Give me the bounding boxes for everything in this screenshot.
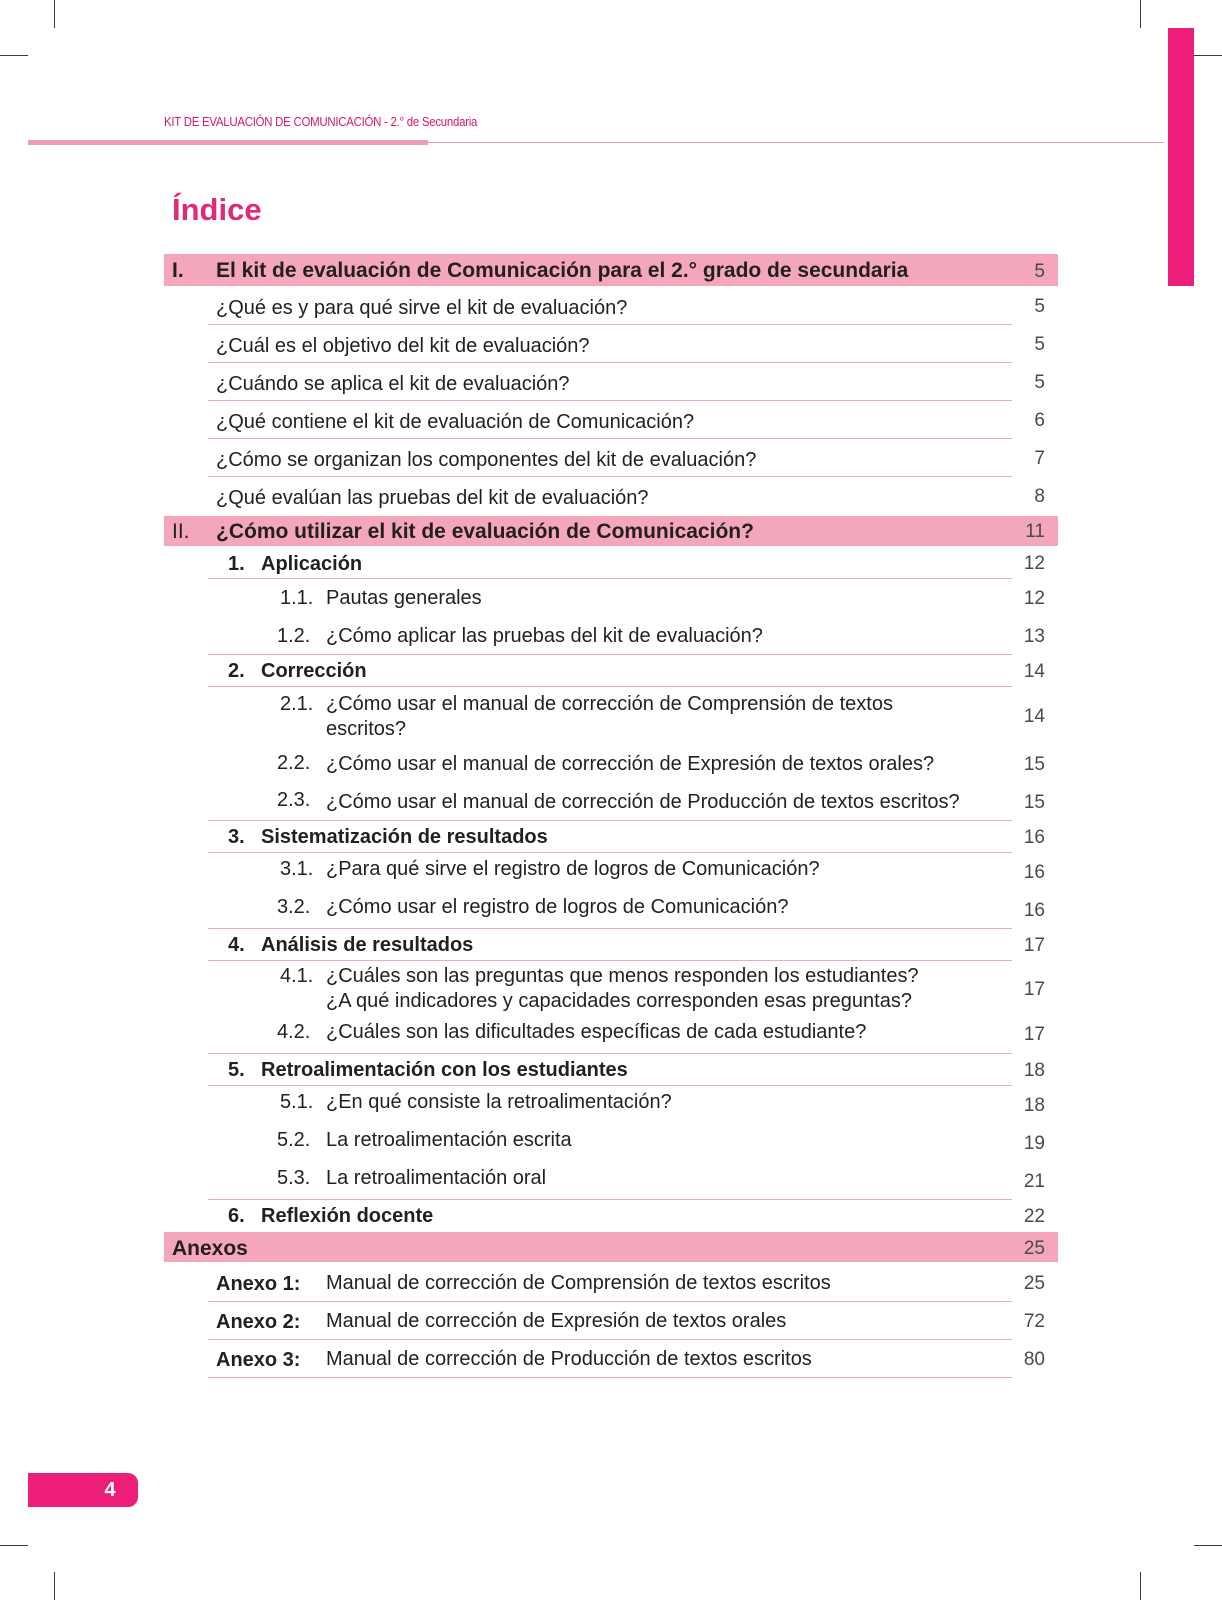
section-page: 11 (1025, 521, 1045, 542)
crop-mark (0, 1545, 28, 1546)
toc-page: 14 (1023, 706, 1045, 727)
toc-item: ¿Cuál es el objetivo del kit de evaluación? (216, 335, 590, 357)
annex-title: Manual de corrección de Comprensión de textos escritos (326, 1272, 831, 1294)
crop-mark (54, 0, 55, 28)
toc-page: 72 (1023, 1311, 1045, 1332)
toc-item-number: 2.2. (277, 752, 311, 774)
subsection-page: 17 (1023, 935, 1045, 956)
subsection-title: Análisis de resultados (261, 934, 474, 956)
subsection-page: 14 (1023, 661, 1045, 682)
toc-rule (208, 820, 1012, 821)
toc-page: 17 (1023, 979, 1045, 1000)
toc-page: 80 (1023, 1349, 1045, 1370)
section-number: II. (172, 520, 190, 543)
side-tab-marker (1168, 28, 1194, 286)
subsection-number: 2. (228, 660, 245, 682)
toc-rule (208, 1053, 1012, 1054)
annex-label: Anexo 2: (216, 1311, 301, 1333)
toc-page: 5 (1034, 296, 1045, 317)
annex-title: Manual de corrección de Expresión de textos orales (326, 1310, 787, 1332)
toc-item-continuation: escritos? (326, 718, 407, 740)
toc-page: 6 (1034, 410, 1045, 431)
toc-item: ¿En qué consiste la retroalimentación? (326, 1091, 672, 1113)
toc-rule (208, 960, 1012, 961)
subsection-title: Retroalimentación con los estudiantes (261, 1059, 628, 1081)
subsection-title: Corrección (261, 660, 367, 682)
toc-page: 8 (1034, 486, 1045, 507)
page-title: Índice (172, 192, 262, 227)
subsection-page: 18 (1023, 1060, 1045, 1081)
toc-rule (208, 1339, 1012, 1340)
subsection-page: 22 (1023, 1206, 1045, 1227)
toc-item-number: 5.2. (277, 1129, 311, 1151)
toc-page: 15 (1023, 792, 1045, 813)
section-page: 5 (1034, 261, 1045, 282)
toc-rule (208, 852, 1012, 853)
toc-item: ¿Cómo usar el manual de corrección de Producción de textos escritos? (326, 791, 960, 813)
subsection-number: 5. (228, 1059, 245, 1081)
section-title: ¿Cómo utilizar el kit de evaluación de Comunicación? (216, 520, 754, 543)
crop-mark (1194, 1545, 1222, 1546)
toc-page: 5 (1034, 334, 1045, 355)
toc-item: ¿Cómo usar el manual de corrección de Expresión de textos orales? (326, 753, 935, 775)
toc-item: ¿Qué contiene el kit de evaluación de Comunicación? (216, 411, 695, 433)
toc-item: ¿Para qué sirve el registro de logros de Comunicación? (326, 858, 820, 880)
toc-page: 17 (1023, 1024, 1045, 1045)
toc-rule (208, 362, 1012, 363)
toc-item: Pautas generales (326, 587, 482, 609)
toc-page: 15 (1023, 754, 1045, 775)
toc-item-number: 4.2. (277, 1021, 311, 1043)
toc-rule (208, 686, 1012, 687)
toc-page: 13 (1023, 626, 1045, 647)
annex-label: Anexo 1: (216, 1273, 301, 1295)
toc-item-number: 1.2. (277, 625, 311, 647)
toc-page: 5 (1034, 372, 1045, 393)
annex-label: Anexo 3: (216, 1349, 301, 1371)
toc-page: 21 (1023, 1171, 1045, 1192)
section-number: I. (172, 259, 184, 282)
toc-rule (208, 654, 1012, 655)
subsection-number: 4. (228, 934, 245, 956)
toc-item-number: 5.1. (280, 1091, 314, 1113)
toc-page: 12 (1023, 588, 1045, 609)
toc-rule (208, 1199, 1012, 1200)
toc-page: 7 (1034, 448, 1045, 469)
toc-rule (208, 1301, 1012, 1302)
toc-page: 16 (1023, 900, 1045, 921)
crop-mark (54, 1572, 55, 1600)
toc-rule (208, 928, 1012, 929)
crop-mark (0, 55, 28, 56)
toc-rule (208, 578, 1012, 579)
section-band-anexos (164, 1232, 1058, 1262)
toc-item-number: 4.1. (280, 965, 314, 987)
section-page: 25 (1023, 1238, 1045, 1259)
subsection-number: 1. (228, 553, 245, 575)
toc-page: 16 (1023, 862, 1045, 883)
toc-rule (208, 438, 1012, 439)
toc-item: ¿Cómo usar el manual de corrección de Comprensión de textos (326, 693, 893, 715)
section-title: Anexos (172, 1237, 248, 1260)
toc-item-number: 3.2. (277, 896, 311, 918)
crop-mark (1194, 55, 1222, 56)
subsection-title: Aplicación (261, 553, 363, 575)
toc-item: ¿Cómo se organizan los componentes del kit de evaluación? (216, 449, 757, 471)
header-rule (28, 142, 1164, 143)
toc-item-number: 1.1. (280, 587, 314, 609)
toc-page: 18 (1023, 1095, 1045, 1116)
toc-item-number: 2.1. (280, 693, 314, 715)
subsection-number: 3. (228, 826, 245, 848)
toc-item-number: 3.1. (280, 858, 314, 880)
running-header: KIT DE EVALUACIÓN DE COMUNICACIÓN - 2.° de Secundaria (164, 114, 478, 129)
subsection-title: Reflexión docente (261, 1205, 434, 1227)
toc-item-number: 5.3. (277, 1167, 311, 1189)
toc-item-continuation: ¿A qué indicadores y capacidades corresponden esas preguntas? (326, 990, 912, 1012)
crop-mark (1140, 0, 1141, 28)
section-title: El kit de evaluación de Comunicación para el 2.° grado de secundaria (216, 259, 909, 282)
toc-item: La retroalimentación oral (326, 1167, 547, 1189)
toc-item: ¿Cómo usar el registro de logros de Comunicación? (326, 896, 789, 918)
subsection-page: 12 (1023, 553, 1045, 574)
toc-item: ¿Qué evalúan las pruebas del kit de evaluación? (216, 487, 649, 509)
toc-item: ¿Qué es y para qué sirve el kit de evaluación? (216, 297, 628, 319)
subsection-title: Sistematización de resultados (261, 826, 548, 848)
annex-title: Manual de corrección de Producción de textos escritos (326, 1348, 812, 1370)
toc-item-number: 2.3. (277, 789, 311, 811)
toc-rule (208, 1377, 1012, 1378)
crop-mark (1140, 1572, 1141, 1600)
toc-item: ¿Cómo aplicar las pruebas del kit de evaluación? (326, 625, 763, 647)
toc-item: ¿Cuándo se aplica el kit de evaluación? (216, 373, 570, 395)
toc-rule (208, 1085, 1012, 1086)
toc-rule (208, 400, 1012, 401)
toc-item: La retroalimentación escrita (326, 1129, 572, 1151)
subsection-number: 6. (228, 1205, 245, 1227)
toc-page: 19 (1023, 1133, 1045, 1154)
toc-item: ¿Cuáles son las dificultades específicas de cada estudiante? (326, 1021, 867, 1043)
toc-page: 25 (1023, 1273, 1045, 1294)
subsection-page: 16 (1023, 827, 1045, 848)
toc-rule (208, 324, 1012, 325)
page-number: 4 (104, 1479, 116, 1501)
toc-item: ¿Cuáles son las preguntas que menos responden los estudiantes? (326, 965, 919, 987)
toc-rule (208, 476, 1012, 477)
